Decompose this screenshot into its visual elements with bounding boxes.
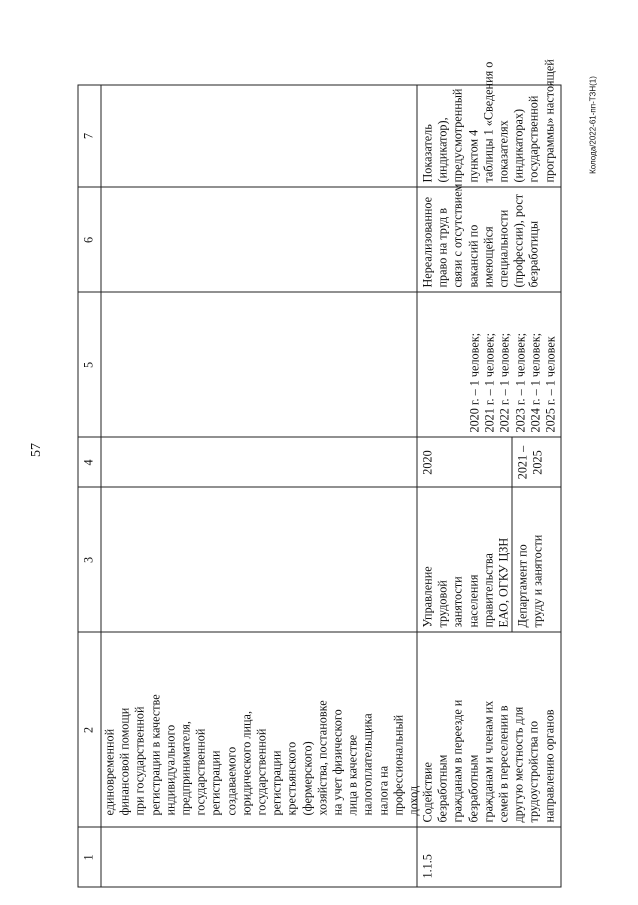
non-implementation-consequences: Нереализованное право на труд в связи с отсутствием вакансий по имеющейся специальности (профессии), рост безработицы — [420, 183, 541, 288]
expected-result: 2020 г. – 1 человек; 2021 г. – 1 человек; 2022 г. – 1 человек; 2023 г. – 1 человек; 2024 г. – 1 человек; 2025 г. – 1 человек — [467, 332, 558, 433]
document-code: Колода/2022-61-пп-ТЗН(1) — [588, 76, 598, 174]
table-border — [561, 85, 562, 888]
implementation-year: 2020 — [420, 450, 435, 475]
implementation-period: 2021 – 2025 — [515, 445, 545, 480]
table-border — [101, 85, 102, 888]
header-cell-6: 6 — [81, 236, 96, 244]
indicator-link: Показатель (индикатор), предусмотренный пунктом 4 таблицы 1 «Сведения о показателях (индикаторах) государственной программы» настоящей — [420, 59, 557, 183]
row-b-description: Содействие безработным гражданам в переезде и безработным гражданам и членам их семей в переселении в другую местность для трудоустройства по направлению органов — [420, 699, 557, 823]
co-executor: Департамент по труду и занятости — [515, 534, 545, 628]
row-number: 1.1.5 — [420, 854, 435, 879]
data-table — [78, 59, 562, 888]
header-cell-3: 3 — [81, 556, 96, 564]
header-cell-5: 5 — [81, 361, 96, 369]
header-cell-7: 7 — [81, 132, 96, 140]
header-cell-2: 2 — [81, 726, 96, 734]
row-a-description: единовременной финансовой помощи при государственной регистрации в качестве индивидуального предпринимателя, государственной регистрации создаваемого юридического лица, государственной регистрации крестьянского (фермерского) хозяйства, постановке на учет физического лица в качестве налогоплательщика налога на профессиональный доход — [102, 694, 421, 816]
page-number: 57 — [29, 443, 44, 457]
responsible-executor: Управление трудовой занятости населения правительства ЕАО, ОГКУ ЦЗН — [420, 537, 511, 628]
header-cell-4: 4 — [81, 459, 96, 466]
header-cell-1: 1 — [81, 854, 96, 861]
